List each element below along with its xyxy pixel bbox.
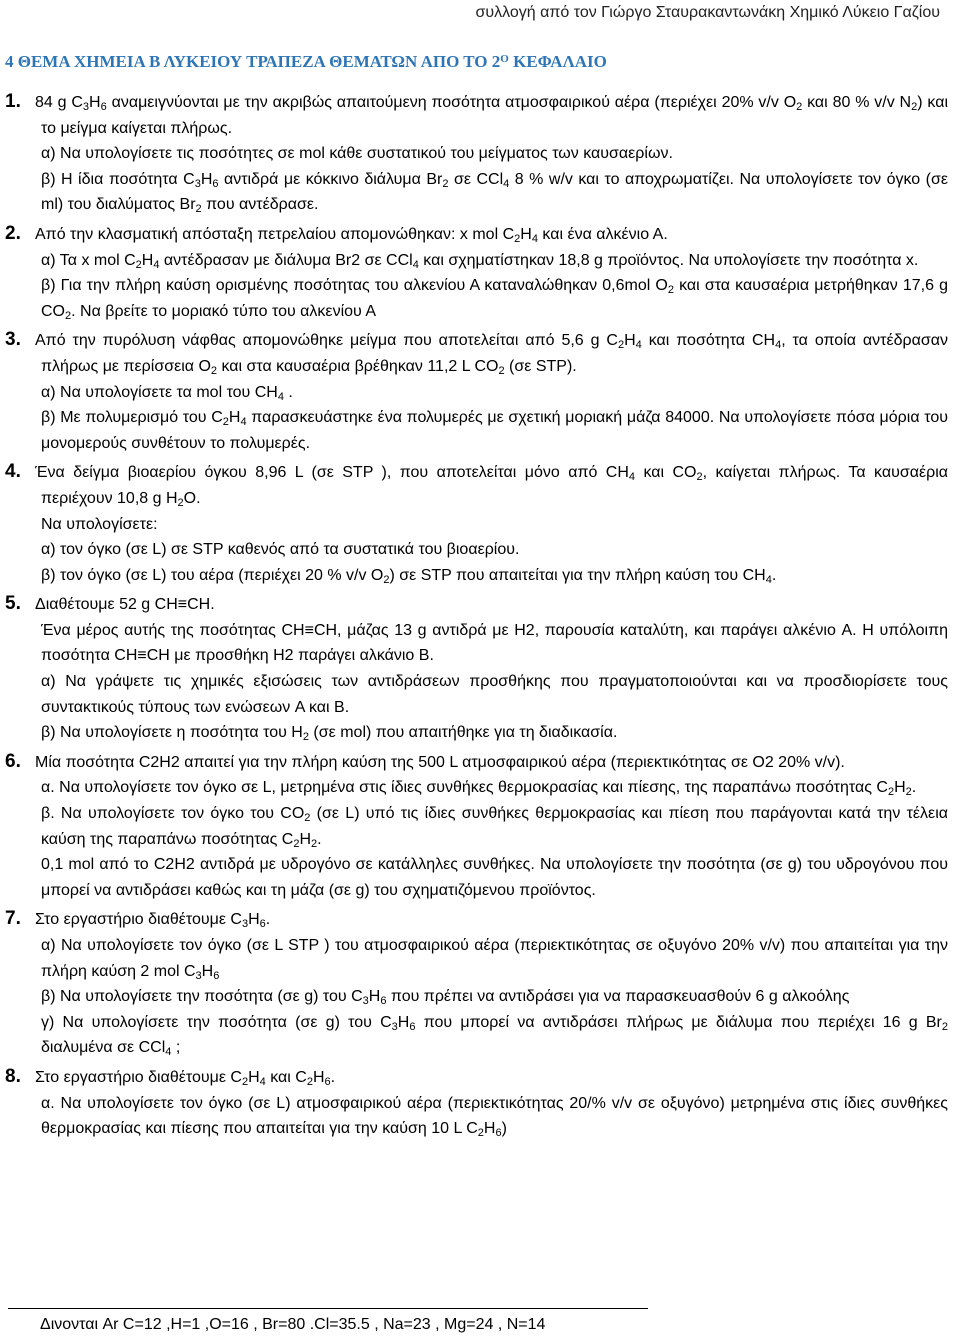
- question-paragraph: [5, 1064, 948, 1091]
- paragraph-text: γ) Να υπολογίσετε την ποσότητα (σε g) του $C_3H_6$ που μπορεί να αντιδράσει πλήρως με διάλυμα που περιέχει 16 g $Br_2$ διαλυμένα σε CCl$_4$ ;: [41, 1013, 949, 1059]
- subquestion-paragraph: [5, 720, 948, 746]
- subquestion-paragraph: [5, 852, 948, 903]
- paragraph-text: Διαθέτουμε 52 g CH≡CH.: [35, 596, 215, 614]
- question-paragraph: [5, 327, 948, 379]
- paragraph-text: 84 g $C_3H_6$ αναμειγνύονται με την ακριβώς απαιτούμενη ποσότητα ατμοσφαιρικού αέρα (περιέχει 20% v/v $O_2$ και 80 % v/v $N_2$) και το μείγμα καίγεται πλήρως.: [35, 94, 948, 137]
- question-paragraph: [5, 459, 948, 511]
- paragraph-text: α) Να υπολογίσετε τα mol του $CH_4$ .: [41, 383, 293, 403]
- subquestion-paragraph: [5, 405, 948, 456]
- paragraph-text: β) Για την πλήρη καύση ορισμένης ποσότητας του αλκενίου Α καταναλώθηκαν 0,6mol $O_2$ και στα καυσαέρια μετρήθηκαν 17,6 g $CO_2$. Να βρείτε το μοριακό τύπο του αλκενίου Α: [41, 277, 949, 322]
- question-paragraph: [5, 749, 948, 776]
- paragraph-text: Ένα δείγμα βιοαερίου όγκου 8,96 L (σε STP ), που αποτελείται μόνο από $CH_4$ και $CO_2$, καίγεται πλήρως. Τα καυσαέρια περιέχουν 10,8 g $H_2O$.: [35, 464, 949, 509]
- question-number: 7.: [5, 908, 21, 930]
- paragraph-text: β. Να υπολογίσετε τον όγκο του $CO_2$ (σε L) υπό τις ίδιες συνθήκες θερμοκρασίας και πίεση που παράγονται κατά την τέλεια καύση της παραπάνω ποσότητας $C_2H_2$.: [41, 805, 948, 850]
- paragraph-text: 0,1 mol από το C2H2 αντιδρά με υδρογόνο σε κατάλληλες συνθήκες. Να υπολογίσετε την ποσότητα (σε g) του υδρογόνου που μπορεί να αντιδράσει καθώς και τη μάζα (σε g) του σχηματιζόμενου προϊόντος.: [41, 856, 948, 899]
- subquestion-paragraph: [5, 618, 948, 669]
- paragraph-text: Ένα μέρος αυτής της ποσότητας CH≡CH, μάζας 13 g αντιδρά με H2, παρουσία καταλύτη, και παράγει αλκένιο A. Η υπόλοιπη ποσότητα CH≡CH με προσθήκη H2 παράγει αλκάνιο B.: [41, 621, 948, 665]
- footer-constants: Δινονται Ar C=12 ,H=1 ,O=16 , Br=80 .Cl=35.5 , Na=23 , Mg=24 , N=14: [40, 1316, 546, 1333]
- subquestion-paragraph: [5, 141, 948, 167]
- question-number: 2.: [5, 222, 21, 244]
- subquestion-paragraph: [5, 563, 948, 589]
- subquestion-paragraph: [5, 1010, 948, 1061]
- footer-divider: [8, 1308, 648, 1309]
- paragraph-text: α. Να υπολογίσετε τον όγκο (σε L) ατμοσφαιρικού αέρα (περιεκτικότητας 20/% v/v σε οξυγόνο) μετρημένα στις ίδιες συνθήκες θερμοκρασίας και πίεσης που απαιτείται για την καύση 10 L $C_2H_6$): [41, 1094, 948, 1140]
- paragraph-text: β) Να υπολογίσετε η ποσότητα του $H_2$ (σε mol) που απαιτήθηκε για τη διαδικασία.: [41, 724, 618, 744]
- question-number: 1.: [5, 91, 21, 112]
- page-header: συλλογή από τον Γιώργο Σταυρακαντωνάκη Χημικό Λύκειο Γαζίου: [475, 4, 940, 21]
- paragraph-text: α) Τα x mol $C_2H_4$ αντέδρασαν με διάλυμα Br2 σε CCl$_4$ και σχηματίστηκαν 18,8 g προϊόντος. Να υπολογίσετε την ποσότητα x.: [41, 251, 919, 271]
- subquestion-paragraph: [5, 167, 948, 218]
- subquestion-paragraph: [5, 512, 948, 538]
- subquestion-paragraph: [5, 1091, 948, 1142]
- question-number: 3.: [5, 329, 21, 351]
- subquestion-paragraph: [5, 801, 948, 852]
- paragraph-text: Μία ποσότητα C2H2 απαιτεί για την πλήρη καύση της 500 L ατμοσφαιρικού αέρα (περιεκτικότητας σε O2 20% v/v).: [35, 753, 845, 771]
- question-number: 6.: [5, 750, 21, 772]
- document-title: 4 ΘΕΜΑ ΧΗΜΕΙΑ Β ΛΥΚΕΙΟΥ ΤΡΑΠΕΖΑ ΘΕΜΑΤΩΝ ΑΠΟ ΤΟ $2^O$ ΚΕΦΑΛΑΙΟ: [5, 52, 607, 71]
- paragraph-text: Στο εργαστήριο διαθέτουμε $C_2H_4$ και $C_2H_6$.: [35, 1068, 336, 1088]
- question-number: 5.: [5, 593, 21, 615]
- paragraph-text: Από την κλασματική απόσταξη πετρελαίου απομονώθηκαν: x mol $C_2H_4$ και ένα αλκένιο Α.: [35, 225, 668, 245]
- paragraph-text: α) Να γράψετε τις χημικές εξισώσεις των αντιδράσεων προσθήκης που πραγματοποιούνται και να προσδιορίσετε τους συντακτικούς τύπους των ενώσεων A και B.: [41, 673, 948, 716]
- subquestion-paragraph: [5, 537, 948, 563]
- paragraph-text: α) Να υπολογίσετε τις ποσότητες σε mol κάθε συστατικού του μείγματος των καυσαερίων.: [41, 145, 673, 163]
- subquestion-paragraph: [5, 775, 948, 801]
- paragraph-text: Να υπολογίσετε:: [41, 515, 158, 533]
- paragraph-text: α) Να υπολογίσετε τον όγκο (σε L STP ) του ατμοσφαιρικού αέρα (περιεκτικότητας σε οξυγόνο 20% v/v) που απαιτείται για την πλήρη καύση 2 mol $C_3H_6$: [41, 937, 948, 982]
- question-paragraph: [5, 906, 948, 933]
- question-number: 4.: [5, 461, 21, 483]
- question-number: 8.: [5, 1065, 21, 1087]
- paragraph-text: α. Να υπολογίσετε τον όγκο σε L, μετρημένα στις ίδιες συνθήκες θερμοκρασίας και πίεσης, της παραπάνω ποσότητας $C_2H_2$.: [41, 779, 917, 799]
- subquestion-paragraph: [5, 273, 948, 324]
- subquestion-paragraph: [5, 984, 948, 1010]
- question-paragraph: [5, 89, 948, 141]
- subquestion-paragraph: [5, 248, 948, 274]
- subquestion-paragraph: [5, 669, 948, 720]
- paragraph-text: β) Με πολυμερισμό του $C_2H_4$ παρασκευάστηκε ένα πολυμερές με σχετική μοριακή μάζα 84000. Να υπολογίσετε πόσα μόρια του μονομερούς συνθέτουν το πολυμερές.: [41, 409, 948, 452]
- paragraph-text: Στο εργαστήριο διαθέτουμε $C_3H_6$.: [35, 911, 271, 931]
- question-paragraph: [5, 221, 948, 248]
- paragraph-text: β) τον όγκο (σε L) του αέρα (περιέχει 20 % v/v $O_2$) σε STP που απαιτείται για την πλήρη καύση του $CH_4$.: [41, 566, 777, 586]
- paragraph-text: β) Η ίδια ποσότητα $C_3H_6$ αντιδρά με κόκκινο διάλυμα $Br_2$ σε CCl$_4$ 8 % w/v και το αποχρωματίζει. Να υπολογίσετε τον όγκο (σε ml) του διαλύματος $Br_2$ που αντέδρασε.: [41, 170, 949, 216]
- paragraph-text: α) τον όγκο (σε L) σε STP καθενός από τα συστατικά του βιοαερίου.: [41, 541, 520, 559]
- subquestion-paragraph: [5, 380, 948, 406]
- paragraph-text: β) Να υπολογίσετε την ποσότητα (σε g) του $C_3H_6$ που πρέπει να αντιδράσει για να παρασκευασθούν 6 g αλκοόλης: [41, 988, 850, 1008]
- question-paragraph: [5, 591, 948, 618]
- subquestion-paragraph: [5, 933, 948, 984]
- document-body: [5, 86, 948, 1142]
- paragraph-text: Από την πυρόλυση νάφθας απομονώθηκε μείγμα που αποτελείται από 5,6 g $C_2H_4$ και ποσότητα $CH_4$, τα οποία αντέδρασαν πλήρως με περίσσεια $O_2$ και στα καυσαέρια βρέθηκαν 11,2 L $CO_2$ (σε STP).: [35, 332, 949, 377]
